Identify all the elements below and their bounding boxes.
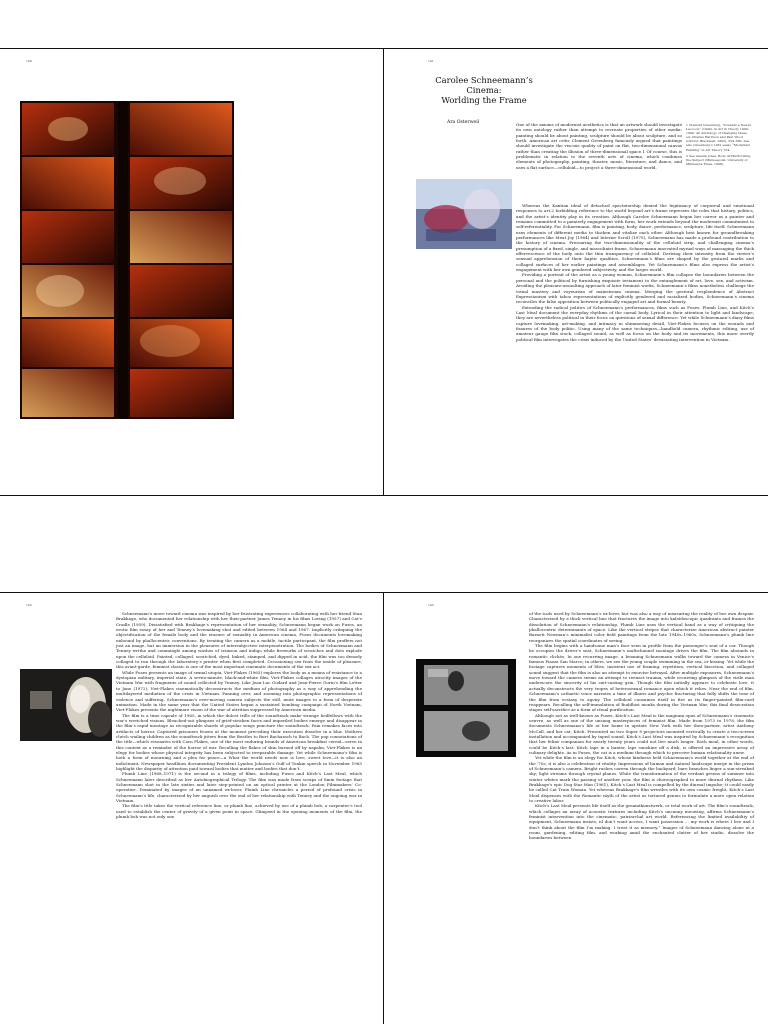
paragraph-2: Whereas the Kantian ideal of detached spectatorship denied the legitimacy of corporeal and emotional responses to art,2 forbidding reference to the world beyond art’s frame represses the roles that history, politics, and the artist’s identity play in its creation. Although Carolee Schneemann began her career as a painter and remains committed to a painterly engagement with form, her work extends beyond the modernist commitment to self-referentiality. For Schneemann, film is painting, body, dance, performance, sculpture, life itself. Schneemann uses elements of different media to thicken and vitalize each other. Although best known for groundbreaking performances like Meat Joy (1964) and Interior Scroll (1975), Schneemann has made a profound contribution to the history of cinema. Pressuring the two-dimensionality of the celluloid strip, and challenging cinema’s presumption of a fixed, single, and masculinist frame, Schneemann innovated myriad ways of massaging the thick effervescence of the body onto the thin transparency of celluloid. Deriving their intensity from the viewer’s sensual apprehension of their haptic qualities, Schneemann’s films are shaped by the gestural marks and collaged surfaces of her earlier paintings and assemblages. Yet Schneemann’s films also express the artist’s engagement with her own gendered subjectivity, and the larger world. xyxy=(516,203,754,273)
film-strip-image xyxy=(20,101,234,419)
top-spread xyxy=(0,48,768,496)
body-text-top-right xyxy=(516,122,682,170)
paragraph-right-3: Although not as well-known as Fuses, Kitch’s Last Meal is the magnum opus of Schneemann’s cinematic oeuvre, as well as one of the unsung masterpieces of feminist film. Made from 1973 to 1978, the film documents Schneemann’s life at her home in upstate New York with her then-partner, artist Anthony McCall, and her cat, Kitch. Presented on two Super 8 projectors mounted vertically to create a two-screen installation and accompanied by taped sound, Kitch’s Last Meal was inspired by Schneemann’s recognition that her feline companion for nearly twenty years could not live much longer. Each meal, in other words, could be Kitch’s last. Kitch taps in a hunter, laps sunshine off a dish, is offered an impressive array of culinary delights. As in Fuses, the cat is a medium through which to perceive human relationality anew. xyxy=(529,712,754,755)
paragraph-right-5: Kitch’s Last Meal presents life itself as the gesamtkunstwerk, or total work of art. The film’s soundtrack, which collages an array of acoustic textures including Kitch’s uncanny meowing, affirms Schneemann’s feminist intervention into the cinematic, patriarchal art world. Referencing the limited availability of equipment, Schneemann insists, nl don’t want access, I want possession … my work is where I live and I don’t think about the film I’m making. I treat it as memory.” Images of Schneemann dancing alone in a room, gardening, editing film, and working amid the enchanted clutter of her studio, dissolve the boundaries between xyxy=(529,803,754,841)
paragraph-1: One of the axioms of modernist aesthetics is that an artwork should investigate its own ontology rather than attempt to recreate properties of other media: painting should be about painting, sculpture should be about sculpture, and so forth. American art critic Clement Greenberg famously argued that paintings should investigate the viscous quality of paint on flat, two-dimensional canvas rather than creating the illusion of three-dimensional space.1 Of course, this is problematic in relation to the seventh arte of cinema, which combines elements of photography, painting, theater, music, literature, and dance, and uses a flat surface—celluloid—to project a three-dimensional world. xyxy=(516,122,682,170)
footnote-2: 2 See Amelia Jones, Body Art/Performing the Subject (Minneapolis: University of Minnesota Press, 1998). xyxy=(686,153,751,166)
page-number-right: 141 xyxy=(428,59,434,63)
film-still-image xyxy=(416,179,512,249)
footnote-1: 1 Clement Greenberg, “Towards a Newer Laocoon” (1940), in Art in Theory 1900–1990: An Anthology of Changing Ideas, ed. Charles Harrison and Paul Wood (Oxford: Blackwell, 1992), 554–560. See also Greenberg’s 1961 essay “Modernist Painting” in Art Theory 754. xyxy=(686,123,752,152)
paragraph-left-1: Schneemann’s move toward cinema was inspired by her frustrating experiences collaborating with her friend Stan Brakhage, who documented her relationship with her then-partner James Tenney in his films Loving (1957) and Cat’s Cradle (1959). Dissatisfied with Brakhage’s representation of her sexuality, Schneemann began work on Fuses, an erotic film essay of her and Tenney’s lovemaking shot and edited between 1964 and 1967. Implicitly critiquing the objectification of the female body and the erasure of sexuality in American cinema, Fuses documents lovemaking unbound by phallocentric conventions. By treating the camera as a mobile, tactile participant, the film proffers not just an image, but an immersion in the pleasures of intersubjective interpenetration. The bodies of Schneemann and Tenney writhe and commingle among washes of crimson and indigo while fireworks of scratches and dots explode upon the celluloid. Painted, collaged, scratched, dyed, baked, stamped, and dipped in acid, the film was too densely collaged to run through the laboratory’s printer when first completed. Occasioning sex from the inside of pleasure, this avant-garde, feminist classic is one of the most important cinematic documents of the sex act. xyxy=(116,611,362,670)
body-text-bottom-left xyxy=(116,611,362,819)
body-text-top-right-continued xyxy=(516,203,754,342)
face-photo-graphic xyxy=(20,669,112,741)
paragraph-left-5: The film’s title takes the vertical reference line, or plumb line, achieved by use of a plumb bob, a carpenter’s tool used to establish the center of gravity of a given point in space. Glimpsed in the opening moments of the film, the plumb bob was not only one xyxy=(116,803,362,820)
page-number-right: 143 xyxy=(428,603,434,607)
body-text-bottom-right xyxy=(529,611,754,841)
page-number-left: 140 xyxy=(26,59,32,63)
title-line-1: Carolee Schneemann’s xyxy=(435,75,533,85)
paragraph-right-1: of the tools used by Schneemann’s ex-lover, but was also a way of measuring the reality of her own despair. Characterized by a thick vertical line that fractures the image into kaleidoscopic quadrants and frames the dissolution of Schneemann’s relationship, Plumb Line uses the vertical band as a way of critiquing the phallocentric determinants of space. Like the vertical stripes that characterize American abstract painter Barnett Newman’s minimalist color field paintings from the late 1940s–1960s, Schneemann’s plumb line reorganizes the spatial coordinates of seeing. xyxy=(529,611,754,643)
gutter xyxy=(383,593,384,1024)
title-line-3: Worlding the Frame xyxy=(441,95,527,105)
author-name: Ara Osterweil xyxy=(447,120,480,125)
face-photo-image xyxy=(20,669,112,741)
film-strip-graphic xyxy=(20,101,234,419)
paragraph-left-2: While Fuses presents an image of sexual utopia, Viet-Flakes (1965) explores the body as a means of resistance to a dystopian military, imperial state. A seven-minute, black-and-white film, Viet-Flakes collages atrocity images of the Vietnam War with fragments of sound collected by Tenney. Like Jean-Luc Godard and Jean-Pierre Gorin’s film Letter to Jane (1972), Viet-Flakes cinematically deconstructs the medium of photography as a way of apprehending the multilayered mediation of the crisis in Vietnam. Panning over, and zooming into photographic representations of violence and suffering, Schneemann’s ever-moving camera subjects the still, mute images to a form of desperate animation. Made in the same year that the United States began a sustained bombing campaign of North Vietnam, Viet-Flakes presents the nightmare vision of the war of attrition suppressed by American media. xyxy=(116,669,362,713)
film-still-graphic xyxy=(416,179,512,249)
paragraph-left-4: Plumb Line (1968–1971) is the second in a trilogy of films, including Fuses and Kitch’s Last Meal, which Schneemann later described as her Autobiographical Trilogy. The film was made from scraps of 8mm footage that Schneemann shot in the late sixties and later step-printed on an optical printer at the London Filmmakers’ Co-operative. Dominated by images of an unnamed ex-lover, Plumb Line chronicles a period of profound crisis in Schneemann’s life, characterized by her anguish over the end of her relationship with Tenney and the ongoing war in Vietnam. xyxy=(116,771,362,804)
page-number-left: 142 xyxy=(26,603,32,607)
paragraph-4: Extending the radical politics of Schneemann’s performances, films such as Fuses, Plumb Line, and Kitch’s Last Meal document the everyday rhythms of the carnal body. Lyrical in their attention to light and landscape, they are nevertheless political in their focus on questions of sexual difference. Yet while Schneemann’s diary films capture lovemaking, art-making, and intimacy in shimmering detail, Viet-Flakes focuses on the wounds and fissures of the body politic. Using many of the same techniques—handheld camera, rhythmic editing, use of amateur gauge film stock, collaged sound, as well as focus on the body and its movements, this more overtly political film interrogates the crisis induced by the United States’ devastating intervention in Vietnam. xyxy=(516,304,754,342)
bottom-spread xyxy=(0,592,768,1024)
paragraph-right-2: The film begins with a handsome man’s face seen in profile from the passenger’s seat of a car. Though he occupies the driver’s seat, Schneemann’s multichannel montage drives the film. The film abounds in romantic clichés. In one recurring image, a beaming Schneemann walks toward the camera in Venice’s famous Piazza San Marco; in others, we see the young couple swimming in the sea, or kissing. Yet while the footage captures moments of bliss, insistent use of framing, repetition, vertical bisection, and collaged sound suggest that the film is also an attempt to exorcise betrayal. After multiple exposures, Schneemann’s move toward the camera seems an attempt to reenact trauma, while recurring glimpses of the virile man underscore the sincerity of his suit-casting grin. Though the film initially appears to celebrate love, it actually deconstructs the very tropes of heterosexual romance upon which it relies. Near the end of film, Schneemann’s cathartic voice narrates a time of illness and psychic fracturing that fully shifts the tone of the film from ecstasy to agony. The celluloid consumes itself in fire as its finger-painted film-card reappears. Recalling the self-immolation of Buddhist monks during the Vietnam War, this final desecration stages self-sacrifice as a form of ritual purification. xyxy=(529,643,754,713)
article-title xyxy=(424,75,544,105)
paragraph-3: Providing a portrait of the artist as a young woman, Schneemann’s film collapse the boundaries between the personal and the political by furnishing exquisite testament to the entanglement of art, love, sex, and activism. Avoiding the pleasure-assaulting approach of later feminist works, Schneemann’s films nonetheless challenge the visual mastery and voyeurism of mainstream cinema. Merging the gestural resplendence of Abstract Expressionism with taboo representations of explicitly gendered and racialized bodies, Schneemann’s cinema reconciles the false opposition between politically engaged art and formal beauty. xyxy=(516,272,754,305)
two-screen-still-graphic xyxy=(416,659,516,757)
gutter xyxy=(383,49,384,495)
paragraph-right-4: Yet while the film is an elegy for Kitch, whose kindness held Schneemann’s world together at the end of the '70s, it is also a celebration of vitality. Impressions of human and natural landscape merge in the prism of Schneemann’s camera. Bright rushes careen through the backyard; bare branches linger a sun-streaked sky; light streams through crystal planes. While the transformation of the verdant greens of summer into winter whites mark the passing of another year, the film is choreographed to more diurnal rhythms. Like Brakhage’s epic Dog Star Man (1961), Kitch’s Last Meal is compelled by the diurnal impulse; it could easily be called Cat Train Woman. Yet whereas Brakhage’s film wrestles with its own cosmic freight, Kitch’s Last Meal dispenses with the Romantic myth of the artist as tortured genius to formulate a more open relation to creative labor. xyxy=(529,755,754,804)
title-line-2: Cinema: xyxy=(466,85,502,95)
paragraph-left-3: The film is a time capsule of 1965, in which the dulcet trills of the soundtrack make strange bedfellows with the war’s wretched visions. Bleached-out glimpses of grief-stricken faces and imperiled bodies emerge and disappear in the film’s rapid montage as recognizable shards of popular songs puncture the soundtrack. Pain remakes faces into artifacts of horror. Captured prisoners frozen at the moment preceding their execution dissolve in a blur. Mothers clutch wailing children as the soundtrack jitters from the Beatles to Burt Bacharach to Bach. The pop connotations of the title—which resonates with Corn Flakes, one of the most enduring brands of American breakfast cereal—serve in this context as a reminder of the horror of war. Recalling the flakes of skin burned off by napalm, Viet-Flakes is an elegy for bodies whose physical integrity has been subjected to irreparable damage. Yet while Schneemann’s film is both a form of mourning and a plea for peace—a What the world needs now is love, sweet love—it is also an indictment. Newspaper headlines documenting President Lyndon Johnson’s Gulf of Tonkin speech in November 1965 highlight the disparity of attention paid toward bodies that matter and bodies that don’t. xyxy=(116,712,362,771)
footnotes xyxy=(686,123,752,168)
two-screen-still-image xyxy=(416,659,516,757)
